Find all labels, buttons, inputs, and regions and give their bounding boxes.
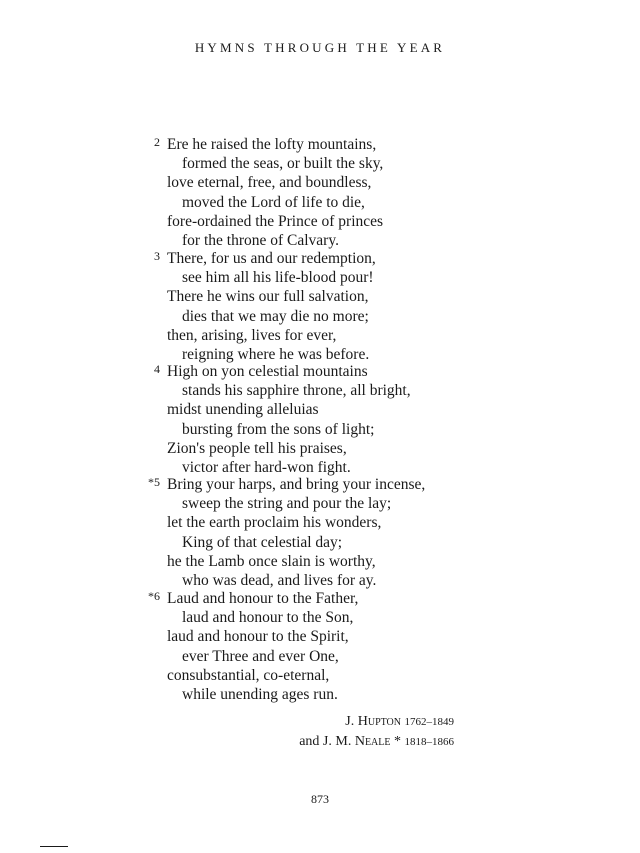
verse-line: fore-ordained the Prince of princes [167, 212, 384, 230]
verse-4 [136, 475, 576, 590]
verse-line: laud and honour to the Spirit, [167, 628, 349, 646]
verse-line: who was dead, and lives for ay. [182, 572, 377, 590]
verse-line: There, for us and our redemption, [167, 250, 376, 267]
verse-line: High on yon celestial mountains [167, 363, 368, 380]
verse-line: victor after hard-won fight. [182, 459, 351, 477]
credit-surname: eale [364, 734, 391, 749]
verse-line: sweep the string and pour the lay; [182, 495, 392, 513]
running-header: HYMNS THROUGH THE YEAR [194, 40, 446, 55]
verse-line: Ere he raised the lofty mountains, [167, 136, 377, 153]
credit-line-hupton [299, 712, 454, 732]
footer-rule [40, 846, 68, 847]
verse-line: he the Lamb once slain is worthy, [167, 552, 376, 570]
verse-line: moved the Lord of life to die, [182, 193, 365, 211]
credit-dates: 1818–1866 [404, 736, 454, 748]
credit-line-neale [299, 732, 454, 752]
verse-number: *6 [148, 589, 160, 603]
verse-number: 3 [154, 249, 160, 263]
verse-line: love eternal, free, and boundless, [167, 174, 372, 192]
verse-line: ever Three and ever One, [182, 647, 339, 665]
credit-dates: 1762–1849 [404, 716, 454, 728]
verse-number: 4 [154, 362, 160, 376]
verse-line: laud and honour to the Son, [182, 609, 354, 627]
verse-line: let the earth proclaim his wonders, [167, 514, 382, 532]
verse-line: Zion's people tell his praises, [167, 439, 347, 457]
verse-line: consubstantial, co-eternal, [167, 666, 330, 684]
verse-1 [136, 135, 576, 250]
credit-prefix: and J. M. N [299, 734, 365, 749]
verse-line: see him all his life-blood pour! [182, 269, 374, 287]
page-number: 873 [311, 792, 329, 806]
verse-line: King of that celestial day; [182, 533, 343, 551]
verse-5 [136, 589, 576, 704]
verse-line: Laud and honour to the Father, [167, 590, 359, 607]
verse-number: 2 [154, 135, 160, 149]
verse-line: reigning where he was before. [182, 346, 370, 364]
verse-line: while unending ages run. [182, 686, 338, 704]
verse-line: Bring your harps, and bring your incense, [167, 476, 426, 493]
verse-line: dies that we may die no more; [182, 307, 369, 325]
alteration-mark: * [390, 734, 401, 749]
verse-line: then, arising, lives for ever, [167, 326, 337, 344]
credit-surname: upton [367, 714, 401, 729]
verse-line: stands his sapphire throne, all bright, [182, 382, 411, 400]
verse-line: midst unending alleluias [167, 401, 319, 419]
verse-number: *5 [148, 475, 160, 489]
verse-line: for the throne of Calvary. [182, 232, 339, 250]
verse-line: formed the seas, or built the sky, [182, 155, 384, 173]
author-credits [299, 712, 454, 752]
verse-line: bursting from the sons of light; [182, 420, 375, 438]
verse-3 [136, 362, 576, 477]
credit-prefix: J. H [345, 714, 368, 729]
verse-2 [136, 249, 576, 364]
verse-line: There he wins our full salvation, [167, 288, 369, 306]
